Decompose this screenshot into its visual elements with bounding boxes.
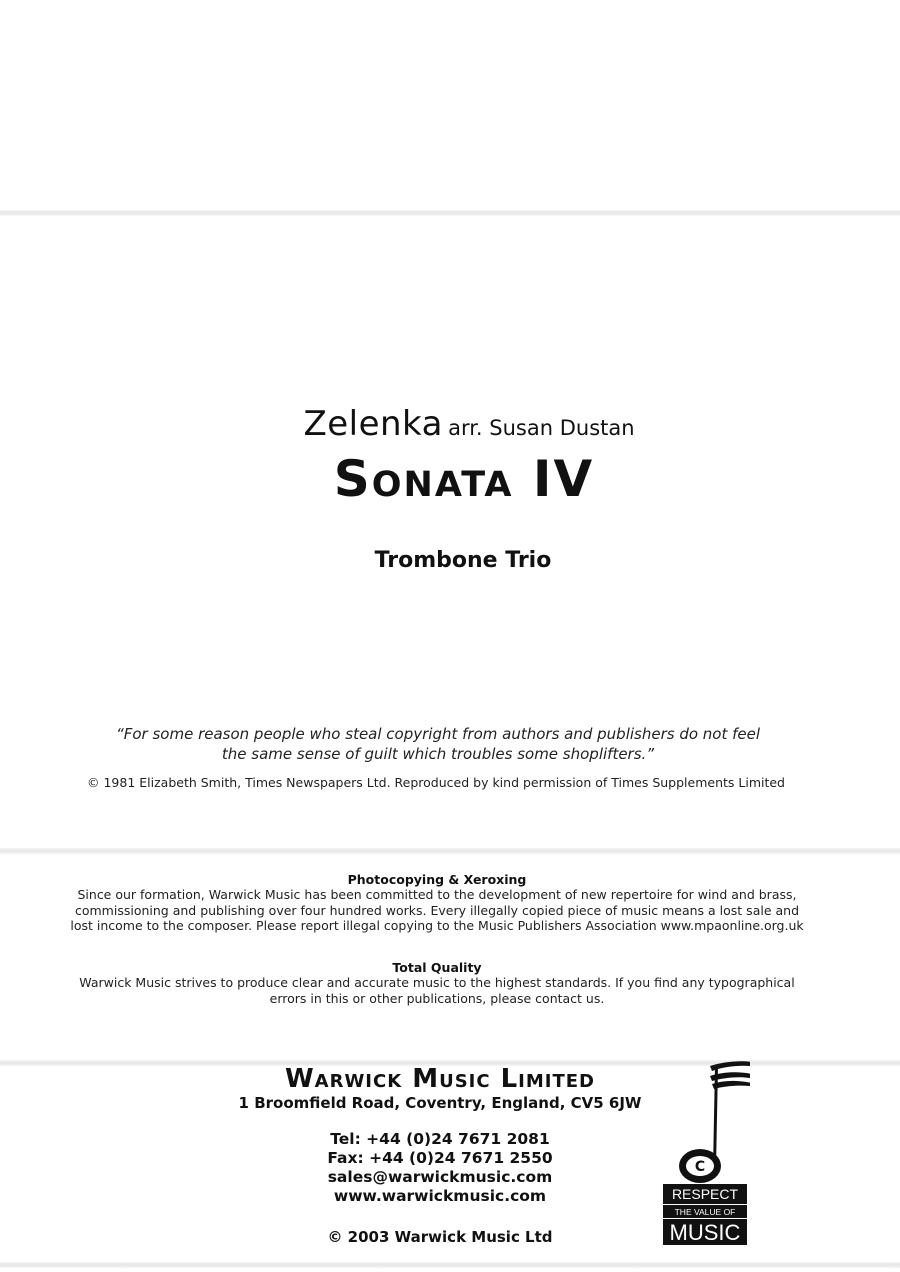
quote-credit: © 1981 Elizabeth Smith, Times Newspapers Ltd. Reproduced by kind permission of Times Supplements Limited [87,775,785,790]
notice-line: Since our formation, Warwick Music has been committed to the development of new repertoire for wind and brass, [77,887,797,902]
notice-line: commissioning and publishing over four hundred works. Every illegally copied piece of music means a lost sale and [74,902,800,918]
svg-text:C: C [694,1159,706,1175]
work-title: Sonata IV [333,450,595,508]
composer-line [0,404,900,444]
publisher-name: Warwick Music Limited [284,1064,596,1094]
publisher-fax: Fax: +44 (0)24 7671 2550 [327,1149,553,1167]
publisher-address: 1 Broomfield Road, Coventry, England, CV5 6JW [238,1094,642,1112]
respect-music-logo [660,1058,750,1248]
photocopying-body [0,887,874,934]
publisher-contact [160,1130,720,1206]
notice-line: Warwick Music strives to produce clear and accurate music to the highest standards. If you find any typographical [79,975,795,990]
arranger-name: arr. Susan Dustan [448,416,635,440]
photocopying-notice [0,872,874,934]
notice-line: lost income to the composer. Please report illegal copying to the Music Publishers Association www.mpaonline.org.uk [70,918,804,933]
quality-body [0,975,874,1006]
notice-line: errors in this or other publications, please contact us. [269,990,605,1006]
publisher-tel: Tel: +44 (0)24 7671 2081 [330,1130,550,1148]
music-note-copyright-icon [679,1061,750,1183]
quote-line: the same sense of guilt which troubles some shoplifters.” [221,745,655,763]
publisher-block [160,1064,720,1246]
page-fold-middle [0,848,900,854]
instrumentation: Trombone Trio [374,548,552,573]
copyright-quote [0,724,876,764]
logo-music-text: MUSIC [669,1220,741,1245]
publisher-copyright: © 2003 Warwick Music Ltd [327,1228,553,1246]
composer-name: Zelenka [303,404,443,444]
logo-respect-text: RESPECT [671,1186,739,1202]
page-fold-foot [0,1262,900,1268]
quality-heading: Total Quality [392,960,482,975]
publisher-email: sales@warwickmusic.com [327,1168,553,1186]
quality-notice [0,960,874,1006]
publisher-website: www.warwickmusic.com [333,1187,547,1205]
logo-value-text: THE VALUE OF [674,1207,736,1217]
photocopying-heading: Photocopying & Xeroxing [347,872,527,887]
page-fold-top [0,210,900,216]
quote-line: “For some reason people who steal copyright from authors and publishers do not feel [115,725,761,743]
